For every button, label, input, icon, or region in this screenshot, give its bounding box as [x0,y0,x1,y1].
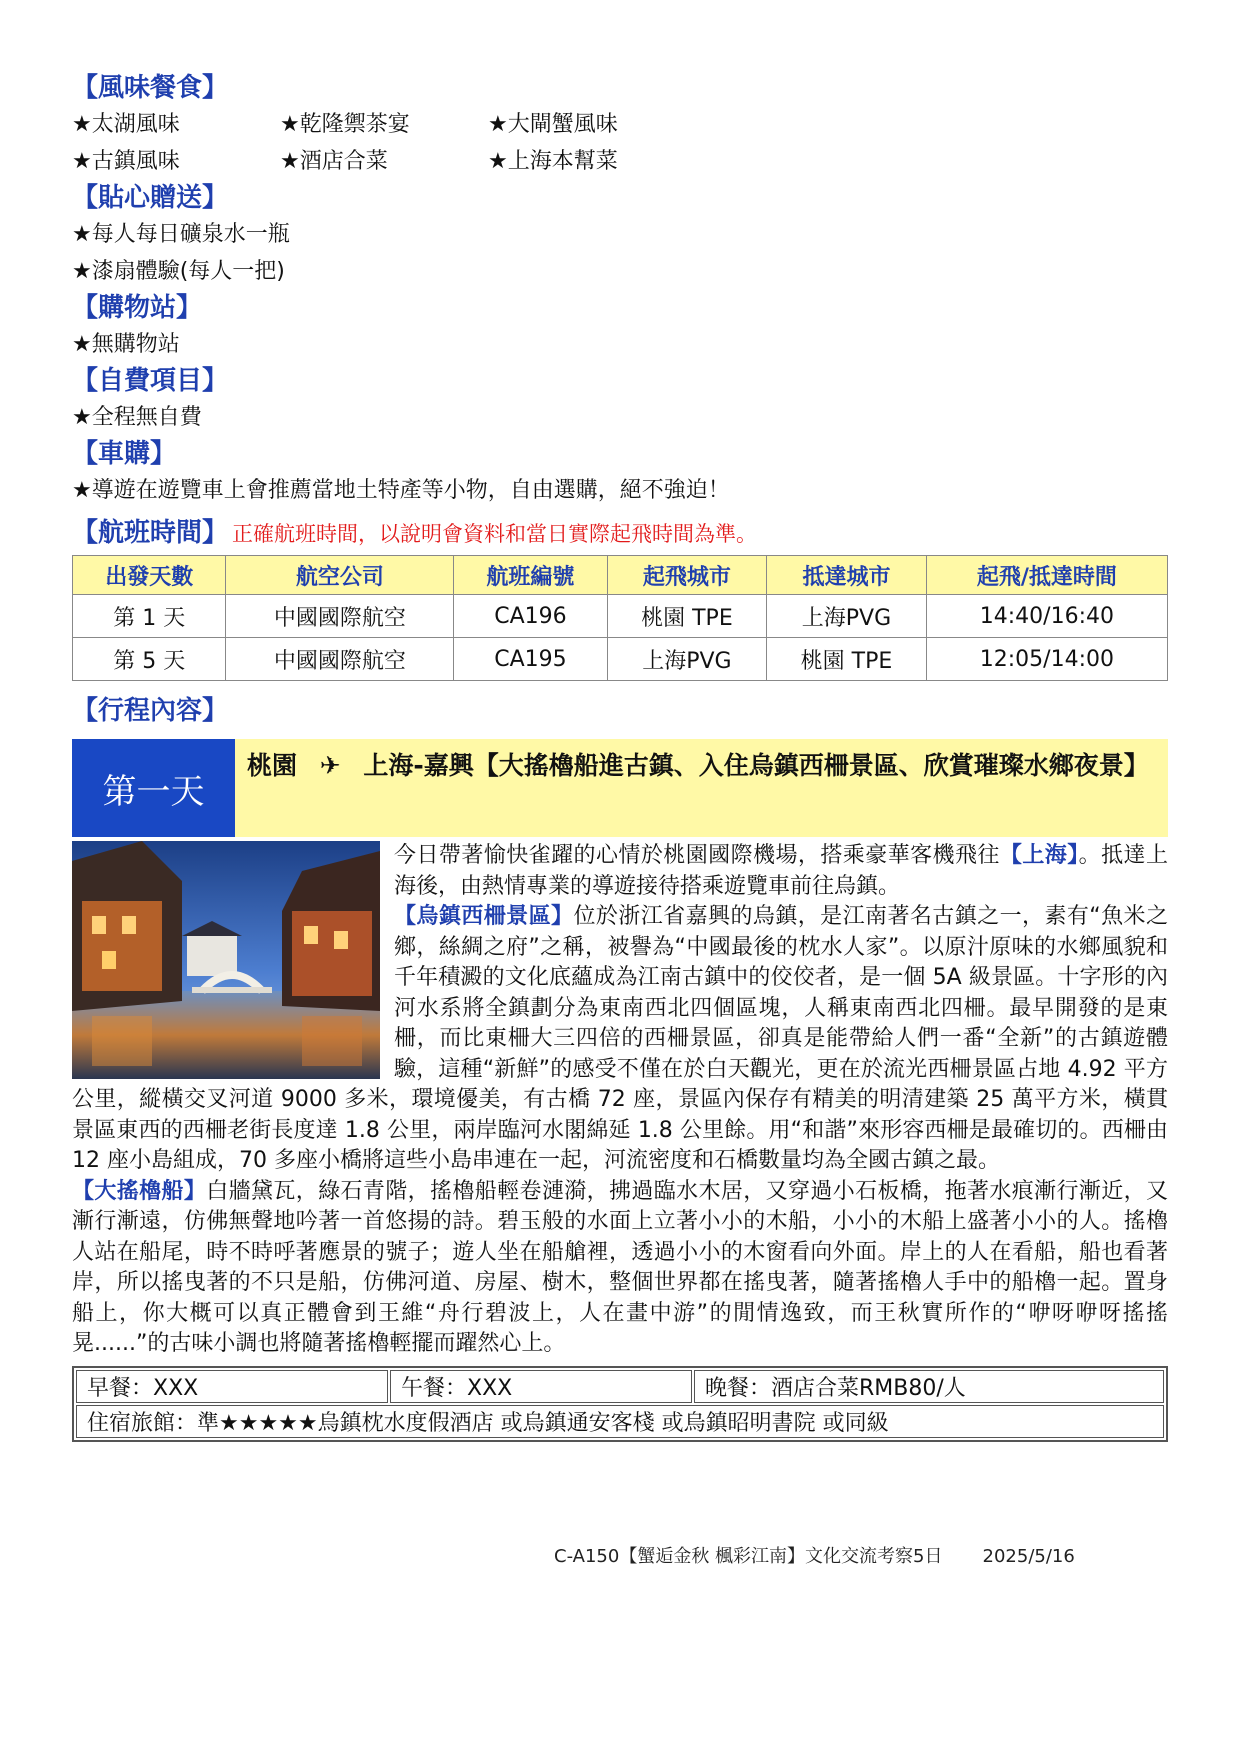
itinerary-body [72,841,1168,1360]
car-shopping-item: ★導遊在遊覽車上會推薦當地土特產等小物，自由選購，絕不強迫！ [72,478,730,503]
flights-table [72,555,1168,681]
meal-item: ★大閘蟹風味 [488,112,618,137]
day-label: 第一天 [72,739,235,837]
wuzhen-west-description: 位於浙江省嘉興的烏鎮，是江南著名古鎮之一，素有“魚米之鄉，絲綢之府”之稱，被譽為“中國最後的枕水人家”。以原汁原味的水鄉風貌和千年積澱的文化底蘊成為江南古鎮中的佼佼者，是一個 5A 級景區。十字形的內河水系將全鎮劃分為東南西北四個區塊，人稱東南西北四柵。最早開發的是東柵，而比東柵大三四倍的西柵景區，卻真是能帶給人們一番“全新”的古鎮遊體驗，這種“新鮮”的感受不僅在於白天觀光，更在於流光西柵景區占地 4.92 平方公里，縱橫交叉河道 9000 多米，環境優美，有古橋 72 座，景區內保存有精美的明清建築 25 萬平方米，橫貫景區東西的西柵老街長度達 1.8 公里，兩岸臨河水閣綿延 1.8 公里餘。用“和諧”來形容西柵是最確切的。西柵由 12 座小島組成，70 多座小橋將這些小島串連在一起，河流密度和石橋數量均為全國古鎮之最。 [72,904,1168,1173]
table-cell: 14:40/16:40 [926,595,1167,638]
itinerary-section-title: 【行程內容】 [72,696,229,726]
column-header: 出發天數 [73,556,226,595]
optional-item: ★全程無自費 [72,405,202,430]
rowing-boat-highlight: 【大搖櫓船】 [72,1178,207,1204]
meals-row-1 [72,106,1168,143]
table-row [73,595,1168,638]
flights-header-row [73,556,1168,595]
flights-header [72,515,1168,551]
flights-note: 正確航班時間，以說明會資料和當日實際起飛時間為準。 [232,522,758,546]
shopping-section-title: 【購物站】 [72,293,203,323]
column-header: 起飛/抵達時間 [926,556,1167,595]
hotel-row [76,1405,1164,1438]
shopping-item: ★無購物站 [72,332,180,357]
dinner-cell: 晚餐：酒店合菜RMB80/人 [694,1370,1164,1403]
rowing-boat-description: 白牆黛瓦，綠石青階，搖櫓船輕卷漣漪，拂過臨水木居，又穿過小石板橋，拖著水痕漸行漸近，又漸行漸遠，仿佛無聲地吟著一首悠揚的詩。碧玉般的水面上立著小小的木船，小小的木船上盛著小小的人。搖櫓人站在船尾，時不時呼著應景的號子；遊人坐在船艙裡，透過小小的木窗看向外面。岸上的人在看船，船也看著岸，所以搖曳著的不只是船，仿佛河道、房屋、樹木，整個世界都在搖曳著，隨著搖櫓人手中的船櫓一起。置身船上，你大概可以真正體會到王維“舟行碧波上，人在畫中游”的閒情逸致，而王秋實所作的“咿呀咿呀搖搖晃......”的古味小調也將隨著搖櫓輕擺而躍然心上。 [72,1178,1168,1356]
table-cell: CA196 [454,595,607,638]
table-cell: 中國國際航空 [226,638,454,681]
meals-row [76,1370,1164,1403]
column-header: 航空公司 [226,556,454,595]
table-row [73,638,1168,681]
table-cell: 第 1 天 [73,595,226,638]
table-cell: CA195 [454,638,607,681]
gifts-section-title: 【貼心贈送】 [72,183,229,213]
airplane-icon: ✈ [319,751,341,780]
footer-date: 2025/5/16 [982,1546,1075,1567]
day1-intro-text: 今日帶著愉快雀躍的心情於桃園國際機場，搭乘豪華客機飛往 [394,843,1000,868]
table-cell: 上海PVG [767,595,927,638]
gift-item: ★每人每日礦泉水一瓶 [72,222,290,247]
meal-item: ★上海本幫菜 [488,149,618,174]
optional-section-title: 【自費項目】 [72,366,229,396]
meal-item: ★乾隆禦茶宴 [280,112,410,137]
table-cell: 上海PVG [607,638,767,681]
footer-tour-code: C-A150【蟹逅金秋 楓彩江南】文化交流考察5日 [554,1546,943,1567]
table-cell: 第 5 天 [73,638,226,681]
table-cell: 桃園 TPE [607,595,767,638]
meal-item: ★古鎮風味 [72,149,180,174]
column-header: 抵達城市 [767,556,927,595]
day-title-from: 桃園 [247,751,298,780]
document-page [72,70,1168,1442]
meals-row-2 [72,143,1168,180]
meals-section-title: 【風味餐食】 [72,73,229,103]
day-meals-table [72,1366,1168,1442]
wuzhen-west-highlight: 【烏鎮西柵景區】 [394,904,574,929]
gift-item: ★漆扇體驗(每人一把) [72,259,285,284]
day-title [235,739,1168,837]
table-cell: 桃園 TPE [767,638,927,681]
flights-section-title: 【航班時間】 [72,518,229,548]
breakfast-cell: 早餐：XXX [76,1370,388,1403]
day-banner [72,739,1168,837]
table-cell: 12:05/14:00 [926,638,1167,681]
column-header: 航班編號 [454,556,607,595]
meal-item: ★酒店合菜 [280,149,388,174]
page-footer [554,1542,1075,1568]
shanghai-highlight: 【上海】 [999,843,1079,868]
table-cell: 中國國際航空 [226,595,454,638]
day1-intro-text-2: 。抵達上海後，由熱情專業的導遊接待搭乘遊覽車前往烏鎮。 [394,843,1168,899]
day-title-route: 上海-嘉興【大搖櫓船進古鎮、入住烏鎮西柵景區、欣賞璀璨水鄉夜景】 [363,751,1149,780]
wuzhen-night-photo [72,841,380,1079]
column-header: 起飛城市 [607,556,767,595]
car-shopping-section-title: 【車購】 [72,439,177,469]
hotel-cell: 住宿旅館：準★★★★★烏鎮枕水度假酒店 或烏鎮通安客棧 或烏鎮昭明書院 或同級 [76,1405,1164,1438]
lunch-cell: 午餐：XXX [390,1370,692,1403]
meal-item: ★太湖風味 [72,112,180,137]
